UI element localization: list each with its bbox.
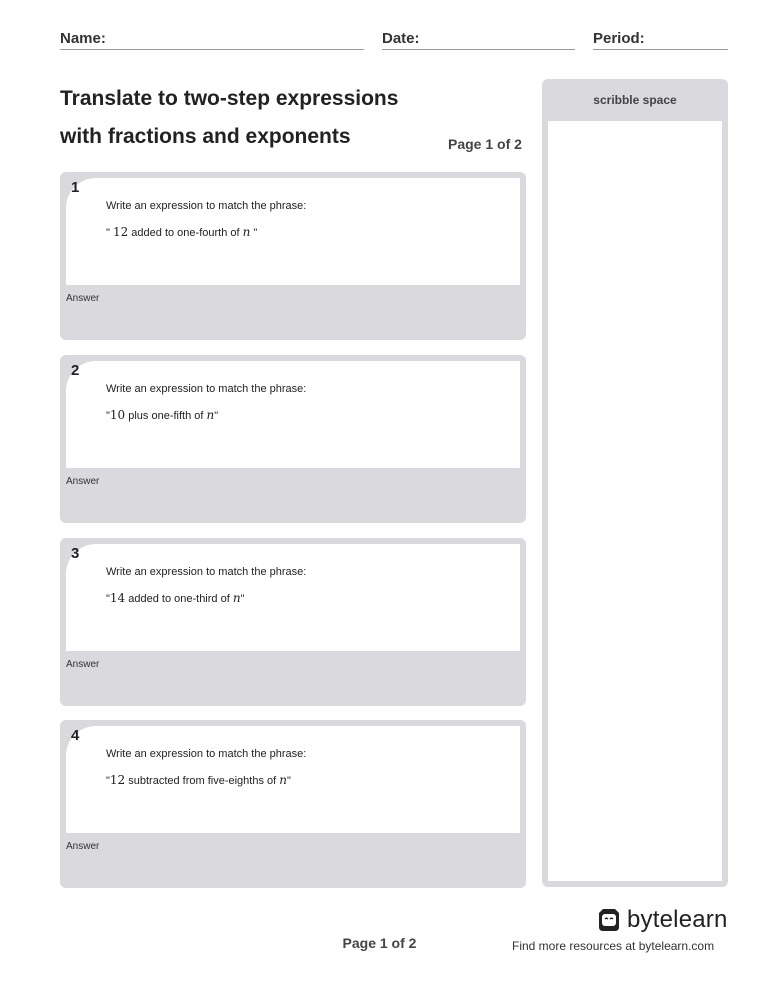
answer-label: Answer (66, 476, 100, 487)
question-work-area[interactable] (66, 726, 520, 833)
period-field[interactable] (593, 30, 728, 50)
question-number: 1 (71, 179, 80, 196)
scribble-panel (542, 79, 728, 887)
resources-link[interactable]: Find more resources at bytelearn.com (512, 939, 715, 953)
name-label: Name: (60, 30, 106, 47)
question-prompt: Write an expression to match the phrase: (106, 566, 307, 578)
scribble-label: scribble space (593, 93, 677, 107)
answer-label: Answer (66, 659, 100, 670)
scribble-area[interactable] (548, 121, 722, 881)
question-phrase: " 12 added to one-fourth of n " (106, 225, 258, 239)
question-prompt: Write an expression to match the phrase: (106, 200, 307, 212)
answer-label: Answer (66, 841, 100, 852)
date-label: Date: (382, 30, 420, 47)
question-work-area[interactable] (66, 544, 520, 651)
question-number: 3 (71, 545, 80, 562)
question-work-area[interactable] (66, 178, 520, 285)
worksheet-title-line2: with fractions and exponents (60, 125, 351, 148)
question-prompt: Write an expression to match the phrase: (106, 748, 307, 760)
question-phrase: "14 added to one-third of n" (106, 591, 245, 605)
question-card (60, 720, 526, 888)
bytelearn-logo-icon (596, 907, 622, 933)
question-phrase: "12 subtracted from five-eighths of n" (106, 773, 291, 787)
page-indicator-bottom: Page 1 of 2 (342, 935, 417, 951)
question-work-area[interactable] (66, 361, 520, 468)
question-number: 4 (71, 727, 80, 744)
answer-label: Answer (66, 293, 100, 304)
bytelearn-logo (596, 905, 728, 935)
brand-name: bytelearn (627, 906, 728, 933)
question-number: 2 (71, 362, 80, 379)
name-field[interactable] (60, 30, 364, 50)
date-field[interactable] (382, 30, 575, 50)
question-prompt: Write an expression to match the phrase: (106, 383, 307, 395)
question-card (60, 538, 526, 706)
question-card (60, 355, 526, 523)
question-phrase: "10 plus one-fifth of n" (106, 408, 219, 422)
question-card (60, 172, 526, 340)
page-indicator-top: Page 1 of 2 (448, 136, 522, 152)
period-label: Period: (593, 30, 645, 47)
worksheet-title-line1: Translate to two-step expressions (60, 87, 399, 110)
